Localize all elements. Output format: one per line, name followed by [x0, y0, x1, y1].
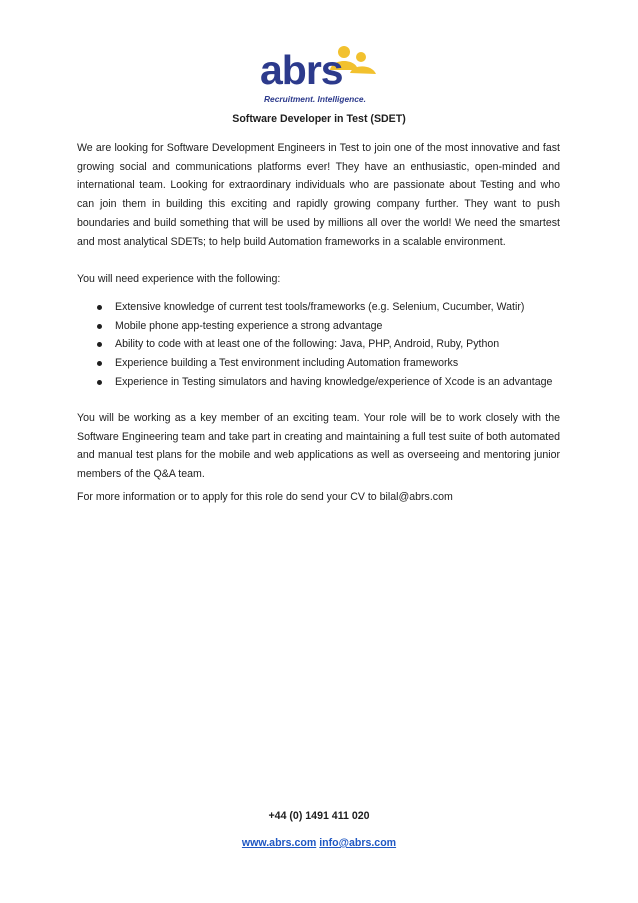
logo-wordmark: abrs — [260, 47, 343, 93]
footer-phone: +44 (0) 1491 411 020 — [268, 810, 370, 822]
email-link[interactable]: info@abrs.com — [319, 837, 397, 849]
bullet-icon — [97, 305, 102, 310]
list-item — [77, 373, 560, 392]
list-item — [77, 317, 560, 336]
bullet-icon — [97, 380, 102, 385]
job-title: Software Developer in Test (SDET) — [232, 113, 406, 125]
website-link[interactable]: www.abrs.com — [241, 837, 317, 849]
abrs-logo — [258, 42, 382, 108]
intro-paragraph: We are looking for Software Development Engineers in Test to join one of the most innovative and fast growing social and communications platforms ever! They have an enthusiastic, open-minded and international team. Looking for extraordinary individuals who are passionate about Testing and who can join them in building this exciting and rapidly growing company further. They want to push boundaries and build something that will be used by millions all over the world! We need the smartest and most analytical SDETs; to help build Automation frameworks in a scalable environment. — [77, 142, 560, 248]
requirements-heading: You will need experience with the following: — [77, 273, 281, 285]
requirements-list — [77, 298, 560, 392]
list-item — [77, 354, 560, 373]
requirement-text: Mobile phone app-testing experience a strong advantage — [115, 319, 383, 332]
bullet-icon — [97, 361, 102, 366]
bullet-icon — [97, 324, 102, 329]
list-item — [77, 335, 560, 354]
list-item — [77, 298, 560, 317]
requirement-text: Extensive knowledge of current test tools/frameworks (e.g. Selenium, Cucumber, Watir) — [115, 301, 525, 313]
requirement-text: Experience in Testing simulators and having knowledge/experience of Xcode is an advantage — [115, 375, 553, 388]
bullet-icon — [97, 342, 102, 347]
footer-links — [0, 837, 638, 849]
requirement-text: Experience building a Test environment including Automation frameworks — [115, 357, 459, 370]
role-paragraph: You will be working as a key member of an exciting team. Your role will be to work closely with the Software Engineering team and take part in creating and maintaining a full test suite of both automated and manual test plans for the mobile and web applications as well as overseeing and mentoring junior members of the Q&A team. — [77, 412, 560, 481]
requirement-text: Ability to code with at least one of the following: Java, PHP, Android, Ruby, Python — [115, 338, 500, 351]
contact-paragraph: For more information or to apply for this role do send your CV to bilal@abrs.com — [77, 491, 453, 503]
logo-tagline: Recruitment. Intelligence. — [264, 94, 366, 104]
